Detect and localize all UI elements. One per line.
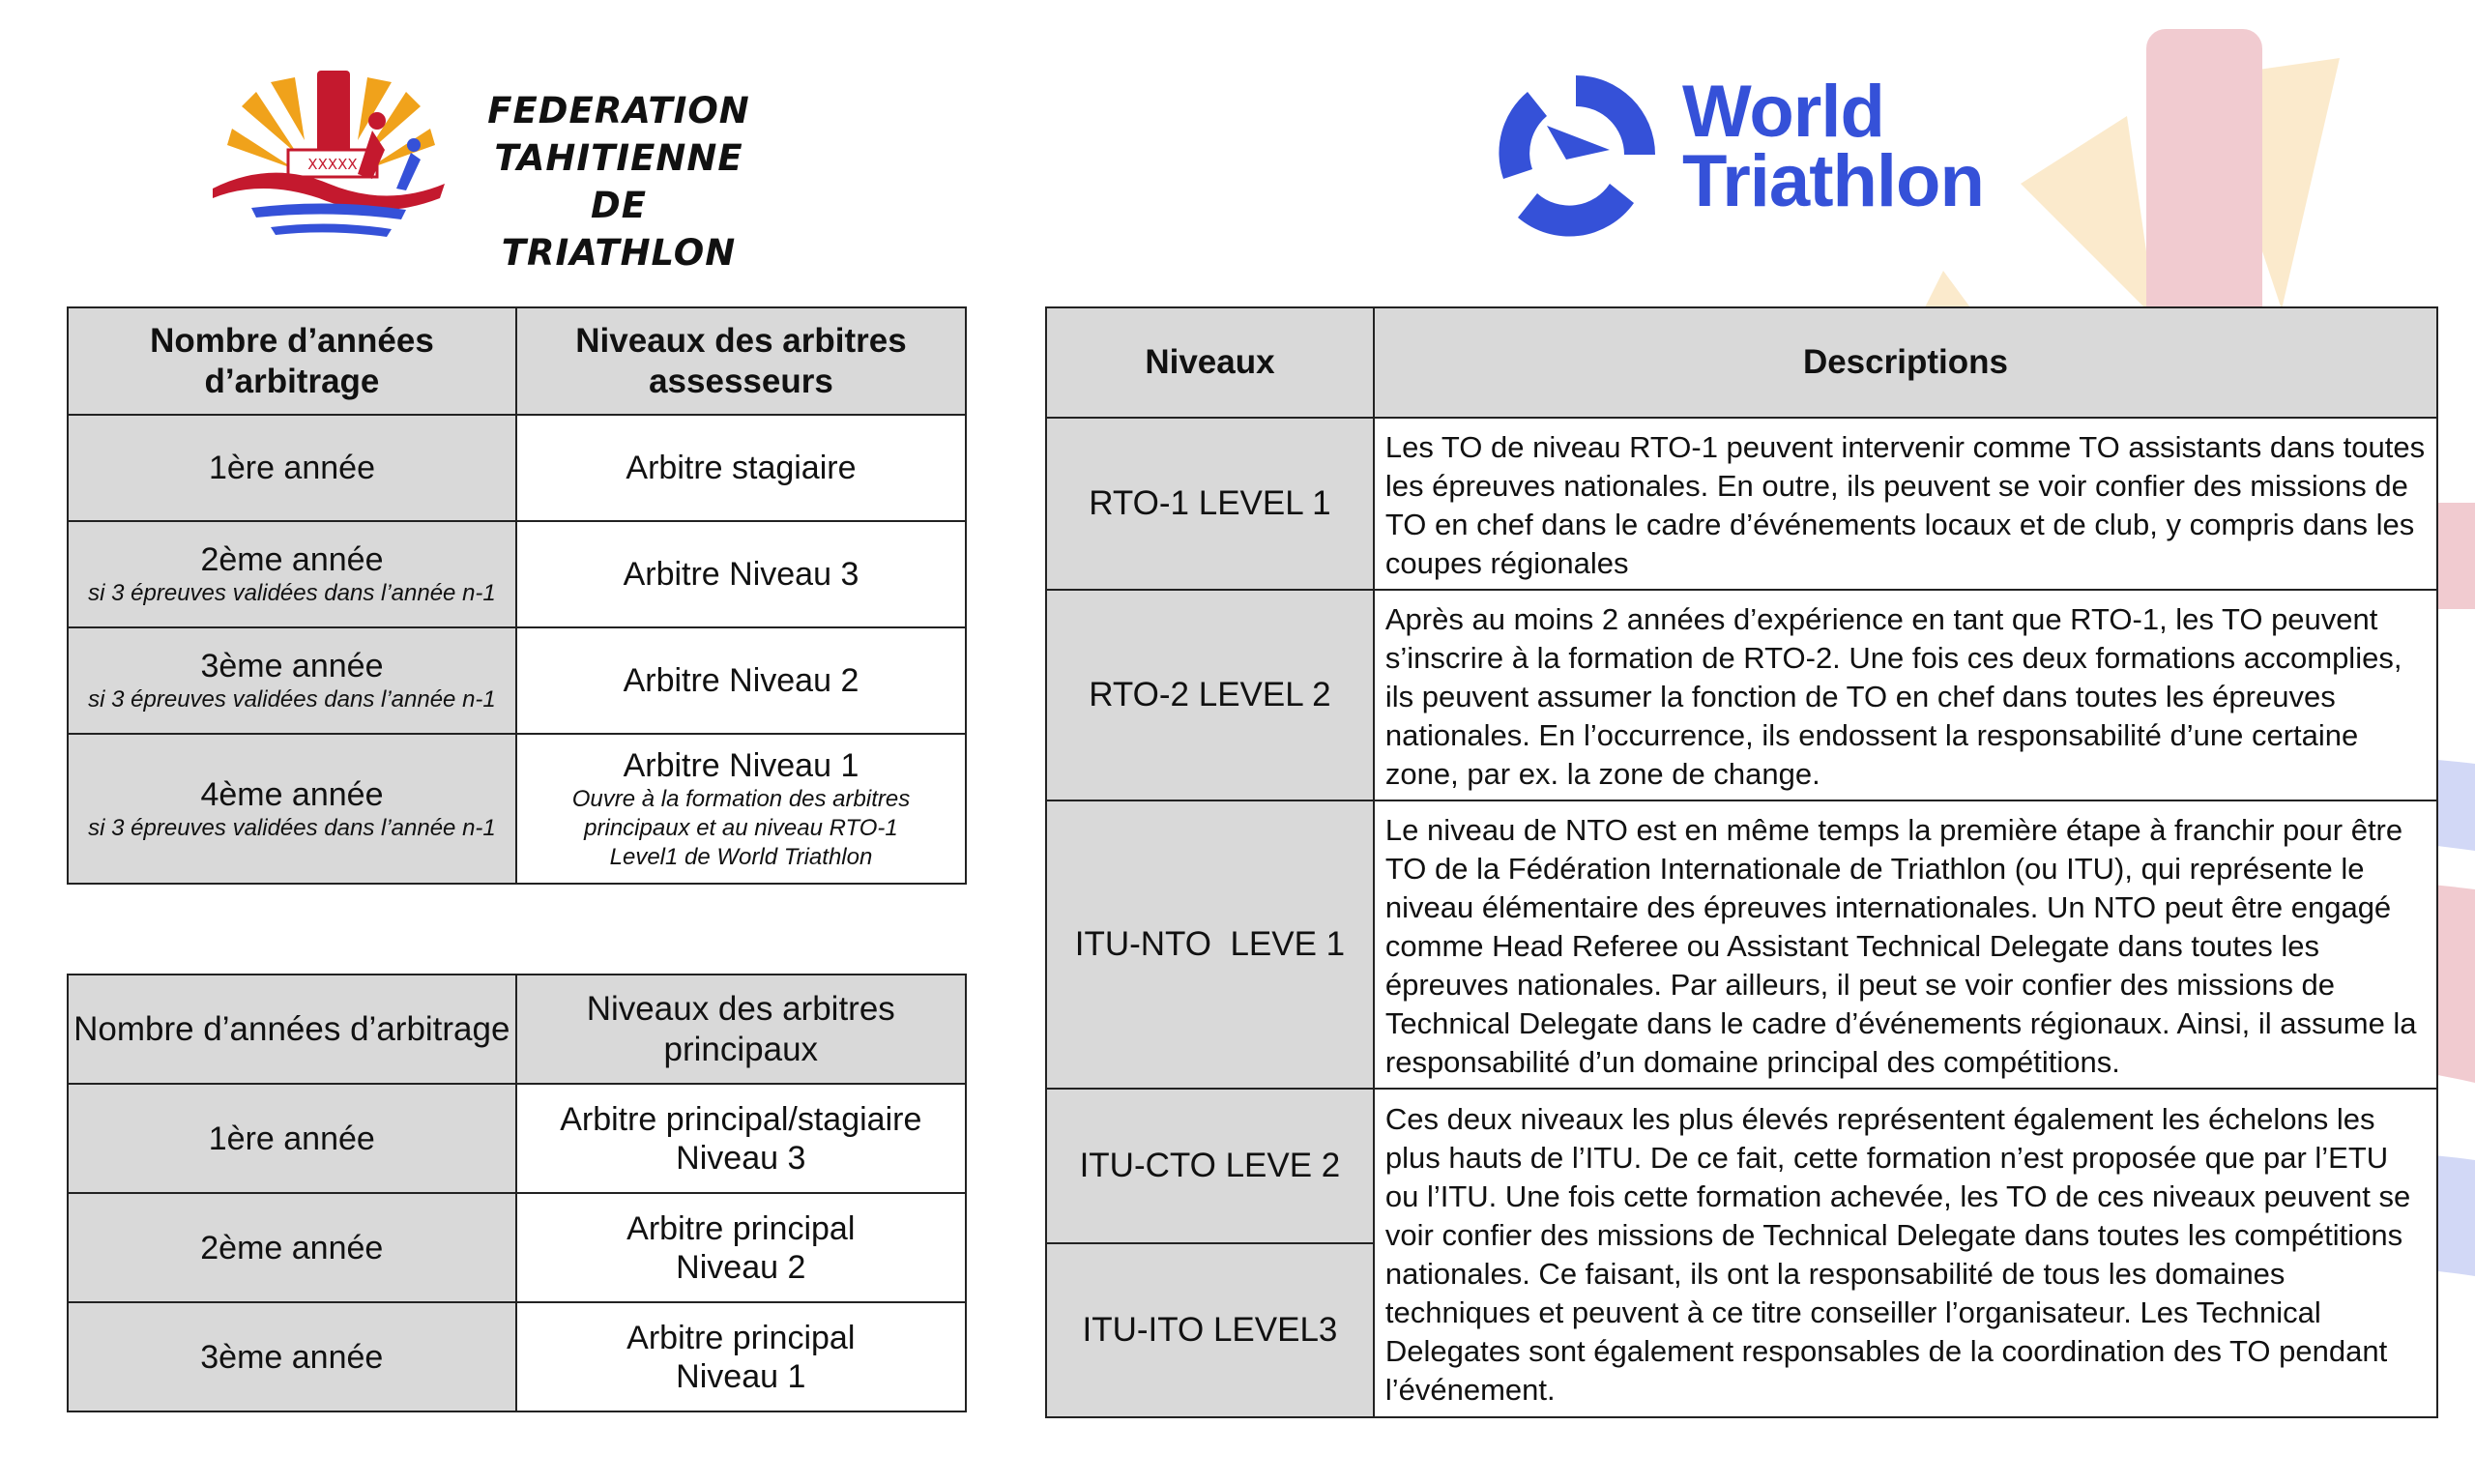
level-cell xyxy=(516,1302,966,1411)
federation-emblem-icon xyxy=(213,63,454,247)
world-triathlon-line1: World xyxy=(1682,71,1884,153)
year-cell xyxy=(68,1193,516,1302)
federation-name-line2: TAHITIENNE xyxy=(494,137,743,179)
level-cell xyxy=(516,734,966,884)
level-label: Arbitre principal/stagiaire Niveau 3 xyxy=(560,1100,922,1177)
year-label: 1ère année xyxy=(208,1120,375,1157)
level-name: ITU-NTO LEVE 1 xyxy=(1046,800,1374,1089)
header-principal-levels: Niveaux des arbitres principaux xyxy=(516,975,966,1084)
table-row xyxy=(68,1302,966,1411)
level-cell xyxy=(516,1193,966,1302)
year-cell xyxy=(68,734,516,884)
federation-name xyxy=(474,87,764,276)
year-label: 3ème année xyxy=(200,1338,384,1376)
level-name: ITU-CTO LEVE 2 xyxy=(1046,1089,1374,1243)
federation-name-line3: DE TRIATHLON xyxy=(501,185,737,274)
level-cell xyxy=(516,627,966,734)
table-row xyxy=(68,627,966,734)
level-label: Arbitre Niveau 2 xyxy=(623,662,859,699)
year-condition: si 3 épreuves validées dans l’année n-1 xyxy=(88,686,496,713)
table-row xyxy=(1046,1089,2437,1243)
principal-referee-table xyxy=(67,974,967,1412)
level-name: RTO-2 LEVEL 2 xyxy=(1046,590,1374,800)
table-header-row xyxy=(68,975,966,1084)
level-description: Le niveau de NTO est en même temps la première étape à franchir pour être TO de la Fédération Internationale de Triathlon (ou ITU), qui représente le niveau élémentaire des épreuves internationales. Un NTO peut être engagé comme Head Referee ou Assistant Technical Delegate dans toutes les épreuves nationales. Par ailleurs, il peut se voir confier des missions de Technical Delegate dans le cadre d’événements régionaux. Ainsi, il assume la responsabilité d’un domaine principal des compétitions. xyxy=(1374,800,2437,1089)
table-header-row xyxy=(1046,307,2437,418)
header-levels: Niveaux xyxy=(1046,307,1374,418)
year-cell xyxy=(68,627,516,734)
level-label: Arbitre stagiaire xyxy=(626,450,857,486)
year-label: 2ème année xyxy=(200,1229,384,1266)
level-note: Ouvre à la formation des arbitres principaux et au niveau RTO-1 Level1 de World Triathlon xyxy=(571,785,911,870)
world-triathlon-line2: Triathlon xyxy=(1682,140,1984,222)
header-descriptions: Descriptions xyxy=(1374,307,2437,418)
year-cell xyxy=(68,1084,516,1193)
world-triathlon-logo xyxy=(1489,63,2030,247)
table-row xyxy=(68,1084,966,1193)
year-condition: si 3 épreuves validées dans l’année n-1 xyxy=(88,814,496,841)
level-description: Après au moins 2 années d’expérience en tant que RTO-1, les TO peuvent s’inscrire à la formation de RTO-2. Une fois ces deux formations accomplies, ils peuvent assumer la fonction de TO en chef dans toutes les épreuves nationales. En l’occurrence, ils endossent la responsabilité d’une certaine zone, par ex. la zone de change. xyxy=(1374,590,2437,800)
federation-name-line1: FEDERATION xyxy=(487,90,750,131)
table-row xyxy=(68,415,966,521)
table-row xyxy=(68,734,966,884)
header-years: Nombre d’années d’arbitrage xyxy=(68,307,516,415)
year-label: 2ème année xyxy=(200,541,384,578)
year-label: 1ère année xyxy=(208,450,375,486)
level-label: Arbitre principal Niveau 2 xyxy=(626,1209,856,1286)
table-row xyxy=(68,521,966,627)
emblem-text: XXXXX xyxy=(307,156,358,173)
level-description: Les TO de niveau RTO-1 peuvent intervenir comme TO assistants dans toutes les épreuves nationales. En outre, ils peuvent se voir confier des missions de TO en chef dans le cadre d’événements locaux et de club, y compris dans les coupes régionales xyxy=(1374,418,2437,590)
table-row xyxy=(1046,800,2437,1089)
table-row xyxy=(1046,590,2437,800)
world-triathlon-swirl-icon xyxy=(1489,68,1663,242)
official-levels-table xyxy=(1045,306,2438,1418)
level-label: Arbitre Niveau 3 xyxy=(623,556,859,593)
table-header-row xyxy=(68,307,966,415)
level-cell xyxy=(516,1084,966,1193)
year-cell xyxy=(68,415,516,521)
year-label: 4ème année xyxy=(200,775,384,813)
level-description: Ces deux niveaux les plus élevés représentent également les échelons les plus hauts de l’ITU. De ce fait, cette formation n’est proposée que par l’ETU ou l’ITU. Une fois cette formation achevée, les TO de ces niveaux peuvent se voir confier des missions de Technical Delegate dans toutes les compétitions nationales. Ce faisant, ils ont la responsabilité de tous les domaines techniques et peuvent à ce titre conseiller l’organisateur. Les Technical Delegates sont également responsables de la coordination des TO pendant l’événement. xyxy=(1374,1089,2437,1417)
level-name: RTO-1 LEVEL 1 xyxy=(1046,418,1374,590)
world-triathlon-wordmark xyxy=(1682,71,1984,222)
assessor-referee-table xyxy=(67,306,967,885)
year-label: 3ème année xyxy=(200,648,384,684)
year-cell xyxy=(68,521,516,627)
level-cell xyxy=(516,521,966,627)
header-assessor-levels: Niveaux des arbitres assesseurs xyxy=(516,307,966,415)
level-name: ITU-ITO LEVEL3 xyxy=(1046,1243,1374,1417)
federation-logo xyxy=(213,63,773,274)
level-label: Arbitre principal Niveau 1 xyxy=(626,1319,856,1395)
level-label: Arbitre Niveau 1 xyxy=(623,746,859,784)
year-cell xyxy=(68,1302,516,1411)
level-cell xyxy=(516,415,966,521)
table-row xyxy=(1046,418,2437,590)
year-condition: si 3 épreuves validées dans l’année n-1 xyxy=(88,580,496,606)
table-row xyxy=(68,1193,966,1302)
header-years: Nombre d’années d’arbitrage xyxy=(68,975,516,1084)
